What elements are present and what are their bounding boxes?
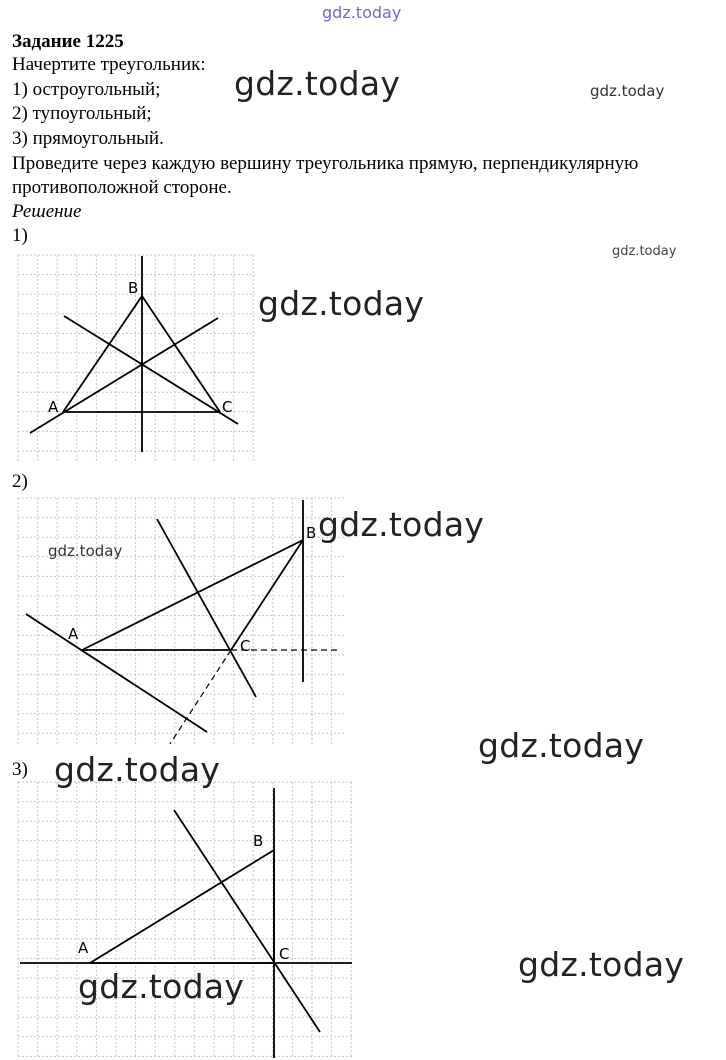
watermark: gdz.today [518, 945, 685, 984]
watermark: gdz.today [258, 284, 425, 323]
task-title: Задание 1225 [12, 31, 124, 52]
watermark: gdz.today [48, 542, 123, 560]
figure-3-number: 3) [12, 759, 28, 780]
figure-1-number: 1) [12, 225, 28, 246]
vertex-label-a: A [48, 398, 59, 416]
task-intro: Начертите треугольник: [12, 54, 206, 75]
watermark: gdz.today [590, 82, 665, 100]
vertex-label-c: C [240, 637, 251, 655]
solution-heading: Решение [12, 201, 82, 222]
figure-3-grid [18, 782, 352, 1058]
vertex-label-c: C [279, 945, 290, 963]
task-instruction-line-1: Проведите через каждую вершину треугольника прямую, перпендикулярную [12, 153, 639, 174]
task-item-2: 2) тупоугольный; [12, 103, 152, 124]
watermark-top: gdz.today [322, 3, 402, 22]
side-ab [90, 850, 274, 963]
watermark: gdz.today [78, 967, 245, 1006]
watermark: gdz.today [612, 244, 677, 259]
vertex-label-b: B [306, 524, 317, 542]
watermark: gdz.today [318, 505, 485, 544]
vertex-label-b: B [253, 832, 264, 850]
watermark: gdz.today [234, 64, 401, 103]
task-instruction-line-2: противоположной стороне. [12, 177, 232, 198]
vertex-label-b: B [128, 279, 139, 297]
figure-2-number: 2) [12, 471, 28, 492]
vertex-label-c: C [222, 398, 233, 416]
vertex-label-a: A [68, 625, 79, 643]
task-item-3: 3) прямоугольный. [12, 128, 164, 149]
vertex-label-a: A [78, 939, 89, 957]
task-item-1: 1) остроугольный; [12, 79, 161, 100]
watermark: gdz.today [478, 726, 645, 765]
watermark: gdz.today [54, 750, 221, 789]
